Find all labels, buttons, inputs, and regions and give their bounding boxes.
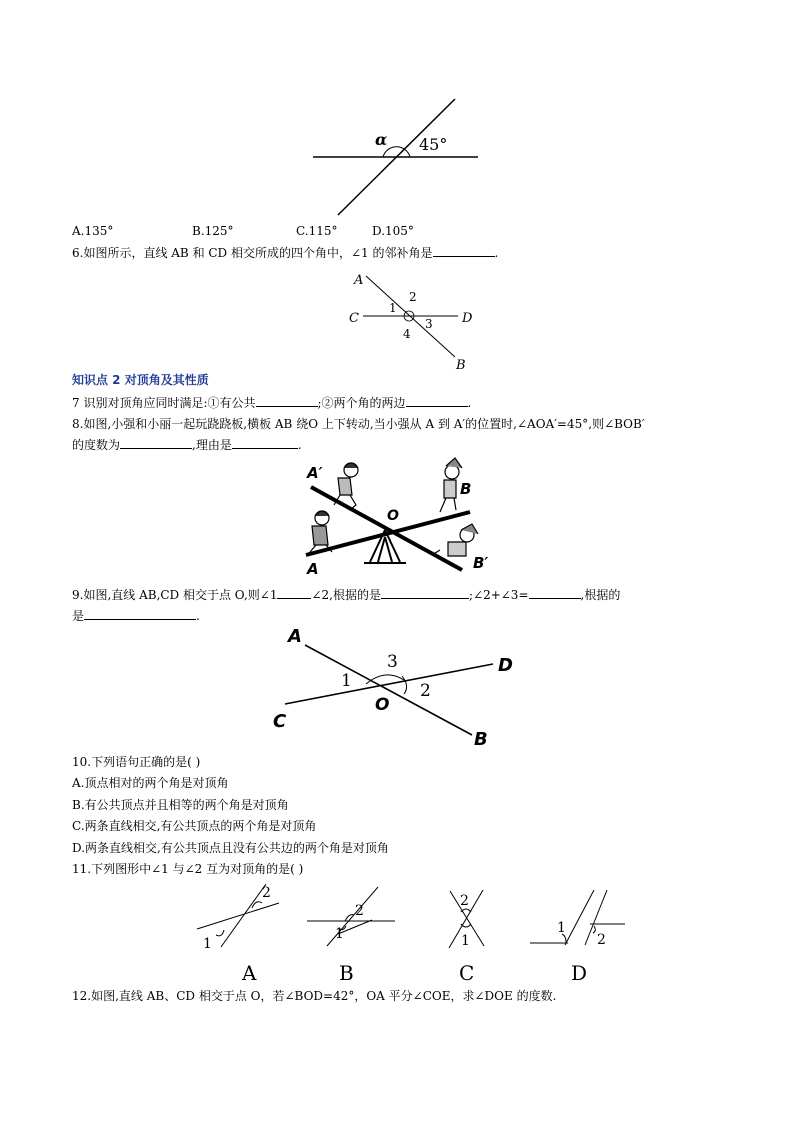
option-d-letter: D xyxy=(571,961,588,985)
question-9-line1: 9.如图,直线 AB,CD 相交于点 O,则∠1 ∠2,根据的是 ;∠2+∠3= ,根据的 xyxy=(72,588,621,602)
angle-45-label: 45° xyxy=(419,135,448,154)
label-d: D xyxy=(498,655,513,676)
option-a-label-1: 1 xyxy=(203,936,212,952)
q10-option-b: B.有公共顶点并且相等的两个角是对顶角 xyxy=(72,798,289,812)
option-c-label-1: 1 xyxy=(461,933,470,949)
option-a-label-2: 2 xyxy=(262,885,271,901)
question-12: 12.如图,直线 AB、CD 相交于点 O，若∠BOD=42°，OA 平分∠COE，求∠DOE 的度数. xyxy=(72,989,557,1003)
label-c: C xyxy=(273,711,287,732)
label-c: C xyxy=(349,311,359,326)
option-c-label-2: 2 xyxy=(460,893,469,909)
question-8-line2: 的度数为 ,理由是 . xyxy=(72,438,302,452)
label-2: 2 xyxy=(420,681,431,701)
option-d-label-2: 2 xyxy=(597,932,606,948)
option-b-letter: B xyxy=(339,961,354,985)
label-b-prime: B′ xyxy=(473,554,489,572)
label-a: A xyxy=(307,560,319,578)
option-b-figure xyxy=(307,887,395,946)
label-2: 2 xyxy=(409,290,417,304)
question-7: 7 识别对顶角应同时满足:①有公共 ;②两个角的两边 . xyxy=(72,396,472,410)
q5-option-b: B.125° xyxy=(192,224,234,238)
section-heading: 知识点 2 对顶角及其性质 xyxy=(72,373,209,387)
label-1: 1 xyxy=(341,671,352,691)
label-4: 4 xyxy=(403,327,411,341)
option-c-letter: C xyxy=(459,961,475,985)
option-d-label-1: 1 xyxy=(557,920,566,936)
option-a-letter: A xyxy=(242,961,257,985)
label-1: 1 xyxy=(389,301,397,315)
label-o: O xyxy=(387,508,399,524)
label-a-prime: A′ xyxy=(307,464,323,482)
label-3: 3 xyxy=(387,652,398,672)
question-11-stem: 11.下列图形中∠1 与∠2 互为对顶角的是( ) xyxy=(72,862,304,876)
question-9-line2: 是 . xyxy=(72,609,200,623)
q5-option-a: A.135° xyxy=(72,224,114,238)
question-6: 6.如图所示，直线 AB 和 CD 相交所成的四个角中，∠1 的邻补角是 . xyxy=(72,246,499,260)
alpha-label: α xyxy=(375,130,388,149)
q10-option-a: A.顶点相对的两个角是对顶角 xyxy=(72,776,229,790)
question-8-line1: 8.如图,小强和小丽一起玩跷跷板,横板 AB 绕O 上下转动,当小强从 A 到 A′的位置时,∠AOA′=45°,则∠BOB′ xyxy=(72,417,645,431)
label-a: A xyxy=(354,273,364,288)
label-d: D xyxy=(462,311,473,326)
label-o: O xyxy=(375,695,390,715)
q5-option-d: D.105° xyxy=(372,224,414,238)
label-a: A xyxy=(288,626,302,647)
question-10-stem: 10.下列语句正确的是( ) xyxy=(72,755,201,769)
option-b-label-1: 1 xyxy=(335,926,344,942)
label-3: 3 xyxy=(425,317,433,331)
q5-option-c: C.115° xyxy=(296,224,338,238)
label-b: B xyxy=(474,729,488,750)
label-b: B xyxy=(460,480,472,498)
option-b-label-2: 2 xyxy=(355,903,364,919)
q10-option-c: C.两条直线相交,有公共顶点的两个角是对顶角 xyxy=(72,819,317,833)
label-b: B xyxy=(456,358,466,373)
q10-option-d: D.两条直线相交,有公共顶点且没有公共边的两个角是对顶角 xyxy=(72,841,389,855)
option-d-figure xyxy=(530,890,625,945)
